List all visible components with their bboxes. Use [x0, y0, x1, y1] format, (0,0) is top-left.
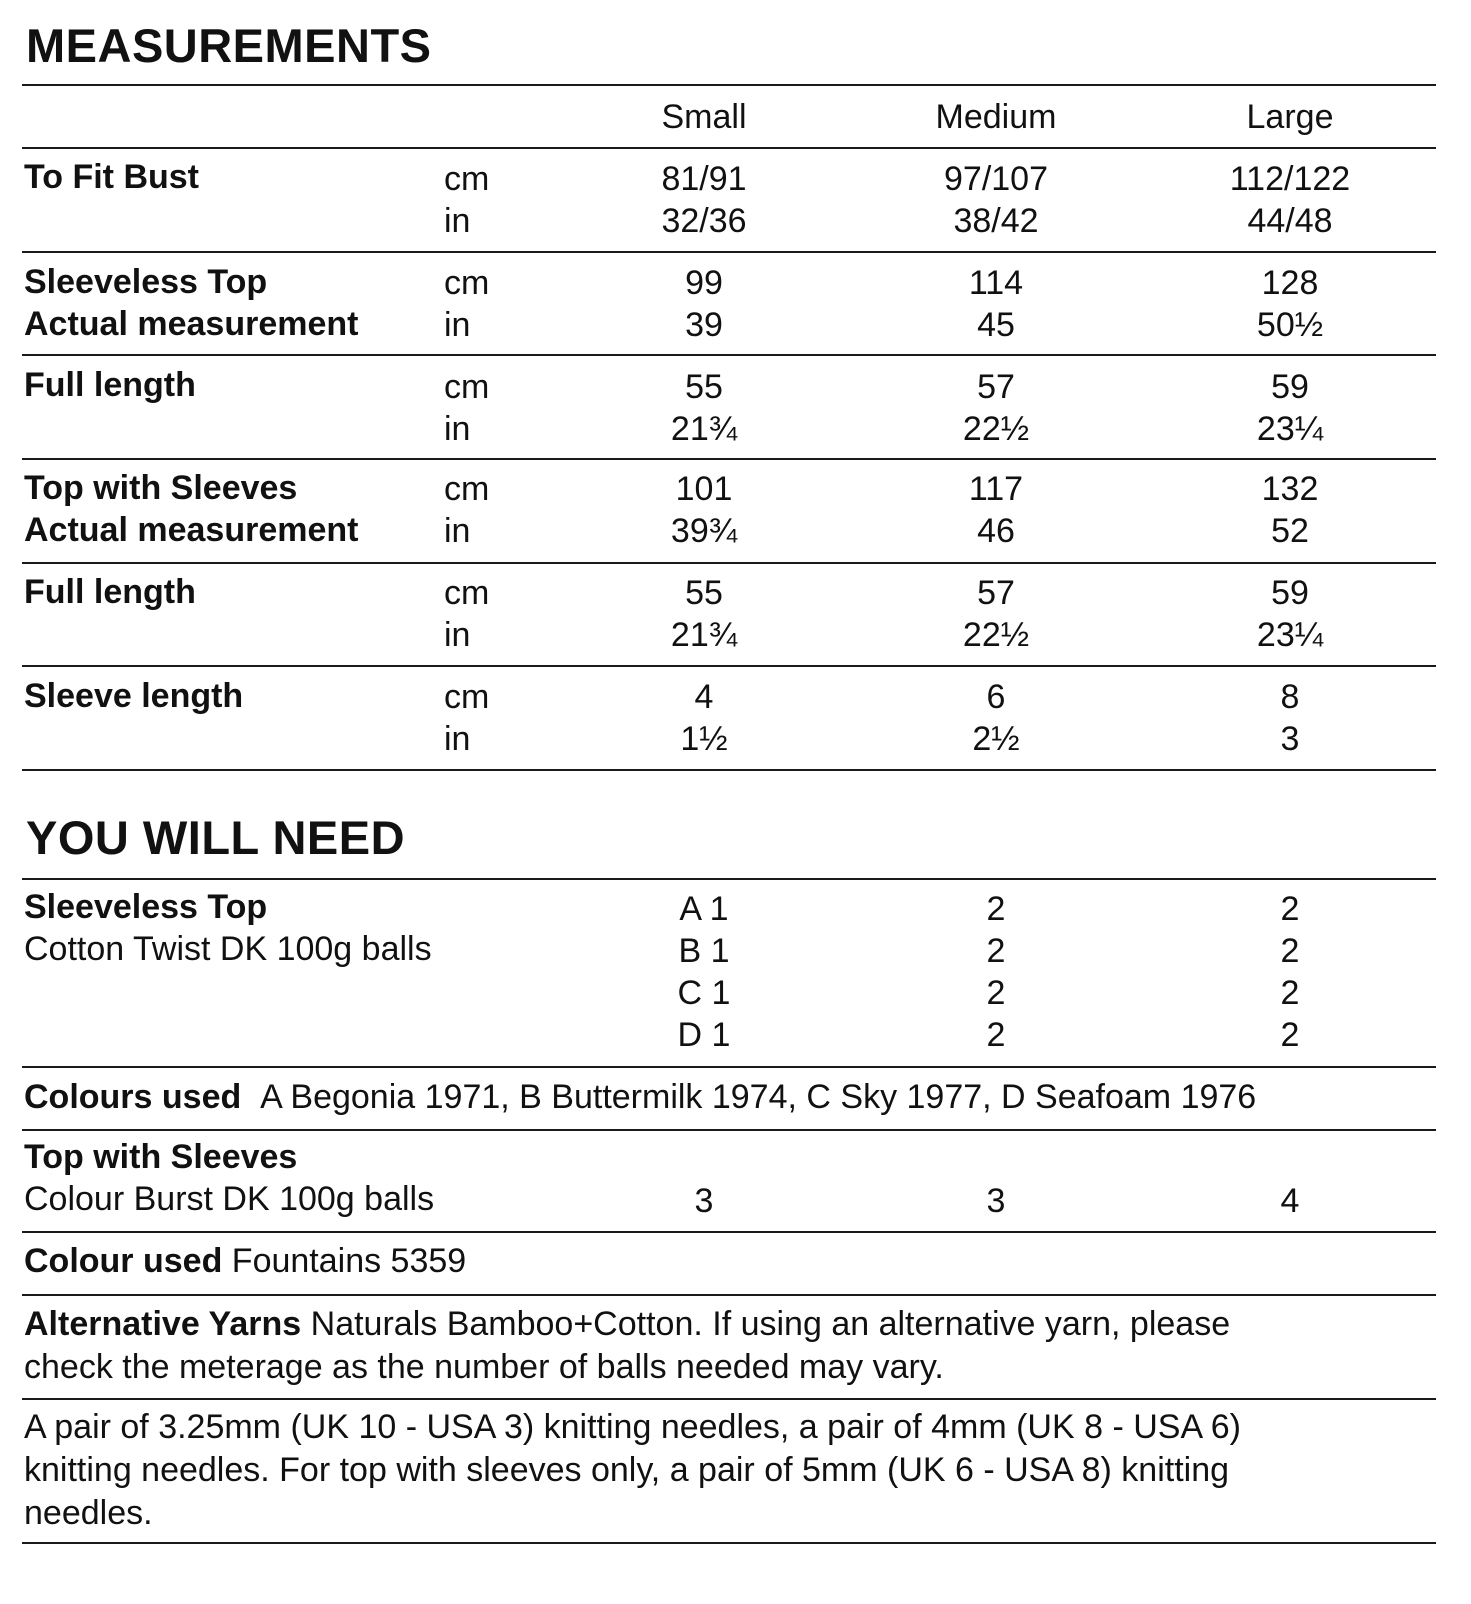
unit-in: in: [444, 616, 471, 654]
cell-medium: 2: [986, 974, 1006, 1012]
cell-large-cm: 8: [1280, 678, 1300, 716]
cell-large: 4: [1280, 1182, 1300, 1220]
cell-medium-in: 38/42: [953, 202, 1039, 240]
cell-large: 2: [1280, 1016, 1300, 1054]
colour-used-text: Fountains 5359: [231, 1242, 467, 1280]
divider: [22, 1231, 1436, 1233]
alternative-yarns-label: Alternative Yarns: [24, 1305, 302, 1343]
sleeveless-title: Sleeveless Top: [24, 888, 268, 926]
needles-line-3: needles.: [24, 1494, 153, 1532]
row-label: To Fit Bust: [24, 158, 199, 196]
cell-medium-cm: 6: [986, 678, 1006, 716]
divider: [22, 1129, 1436, 1131]
divider: [22, 1542, 1436, 1544]
colours-used-text: A Begonia 1971, B Buttermilk 1974, C Sky 1977, D Seafoam 1976: [260, 1078, 1257, 1116]
unit-in: in: [444, 410, 471, 448]
cell-medium-cm: 97/107: [944, 160, 1048, 198]
cell-small: D 1: [677, 1016, 731, 1054]
cell-large: 2: [1280, 890, 1300, 928]
cell-small-cm: 55: [685, 368, 723, 406]
cell-small-cm: 4: [694, 678, 714, 716]
measurements-title: MEASUREMENTS: [26, 19, 432, 72]
cell-small: 3: [694, 1182, 714, 1220]
row-label: Sleeveless Top: [24, 263, 268, 301]
row-label: Sleeve length: [24, 677, 244, 715]
alternative-yarns-text-2: check the meterage as the number of balls needed may vary.: [24, 1348, 944, 1386]
cell-medium-cm: 57: [977, 574, 1015, 612]
header-medium: Medium: [935, 98, 1057, 136]
divider: [22, 84, 1436, 86]
unit-cm: cm: [444, 264, 490, 302]
unit-in: in: [444, 720, 471, 758]
cell-medium: 3: [986, 1182, 1006, 1220]
cell-medium-in: 2½: [972, 720, 1020, 758]
cell-medium-cm: 57: [977, 368, 1015, 406]
alternative-yarns-text: Naturals Bamboo+Cotton. If using an alternative yarn, please: [310, 1305, 1231, 1343]
needles-line-2: knitting needles. For top with sleeves only, a pair of 5mm (UK 6 - USA 8) knitting: [24, 1451, 1230, 1489]
cell-small-in: 39¾: [670, 512, 738, 550]
divider: [22, 1066, 1436, 1068]
cell-medium-in: 22½: [962, 616, 1030, 654]
divider: [22, 354, 1436, 356]
cell-small-in: 39: [685, 306, 723, 344]
cell-small: A 1: [679, 890, 729, 928]
cell-large-cm: 112/122: [1229, 160, 1351, 198]
unit-cm: cm: [444, 368, 490, 406]
cell-medium-in: 45: [977, 306, 1015, 344]
alternative-yarns: [24, 1303, 1424, 1389]
cell-medium-in: 46: [977, 512, 1015, 550]
sleeves-yarn: Colour Burst DK 100g balls: [24, 1180, 435, 1218]
divider: [22, 769, 1436, 771]
row-label: Top with Sleeves: [24, 469, 298, 507]
cell-medium: 2: [986, 932, 1006, 970]
unit-cm: cm: [444, 678, 490, 716]
divider: [22, 458, 1436, 460]
colour-used-label: Colour used: [24, 1242, 223, 1280]
cell-large-in: 23¼: [1256, 410, 1324, 448]
cell-medium: 2: [986, 890, 1006, 928]
cell-large-in: 3: [1280, 720, 1300, 758]
cell-large-in: 50½: [1256, 306, 1324, 344]
header-large: Large: [1246, 98, 1334, 136]
cell-small-cm: 99: [685, 264, 723, 302]
sleeves-title: Top with Sleeves: [24, 1138, 298, 1176]
cell-large: 2: [1280, 932, 1300, 970]
unit-cm: cm: [444, 160, 490, 198]
row-sublabel: Actual measurement: [24, 305, 359, 343]
cell-small-in: 21¾: [670, 410, 738, 448]
cell-small-in: 1½: [680, 720, 728, 758]
cell-medium: 2: [986, 1016, 1006, 1054]
divider: [22, 1398, 1436, 1400]
needles-line-1: A pair of 3.25mm (UK 10 - USA 3) knitting needles, a pair of 4mm (UK 8 - USA 6): [24, 1408, 1241, 1446]
cell-medium-cm: 114: [968, 264, 1024, 302]
cell-small: B 1: [678, 932, 730, 970]
row-sublabel: Actual measurement: [24, 511, 359, 549]
header-small: Small: [661, 98, 747, 136]
colours-used: [24, 1076, 1256, 1118]
divider: [22, 562, 1436, 564]
row-label: Full length: [24, 366, 196, 404]
you-will-need-title: YOU WILL NEED: [26, 811, 406, 864]
cell-large-in: 44/48: [1247, 202, 1333, 240]
cell-small-in: 32/36: [661, 202, 747, 240]
cell-small: C 1: [677, 974, 731, 1012]
cell-large-in: 23¼: [1256, 616, 1324, 654]
cell-large: 2: [1280, 974, 1300, 1012]
unit-in: in: [444, 202, 471, 240]
divider: [22, 878, 1436, 880]
sleeveless-yarn: Cotton Twist DK 100g balls: [24, 930, 432, 968]
row-label: Full length: [24, 573, 196, 611]
needles-text: [24, 1406, 1424, 1535]
divider: [22, 1294, 1436, 1296]
cell-large-in: 52: [1271, 512, 1309, 550]
divider: [22, 665, 1436, 667]
cell-small-cm: 81/91: [661, 160, 747, 198]
divider: [22, 147, 1436, 149]
cell-large-cm: 59: [1271, 368, 1309, 406]
unit-in: in: [444, 512, 471, 550]
divider: [22, 251, 1436, 253]
cell-small-cm: 55: [685, 574, 723, 612]
cell-large-cm: 128: [1261, 264, 1319, 302]
colours-used-label: Colours used: [24, 1078, 242, 1116]
colour-used: [24, 1240, 466, 1282]
cell-medium-cm: 117: [968, 470, 1024, 508]
cell-large-cm: 132: [1261, 470, 1319, 508]
unit-cm: cm: [444, 574, 490, 612]
unit-in: in: [444, 306, 471, 344]
unit-cm: cm: [444, 470, 490, 508]
cell-small-cm: 101: [675, 470, 733, 508]
cell-medium-in: 22½: [962, 410, 1030, 448]
cell-small-in: 21¾: [670, 616, 738, 654]
cell-large-cm: 59: [1271, 574, 1309, 612]
